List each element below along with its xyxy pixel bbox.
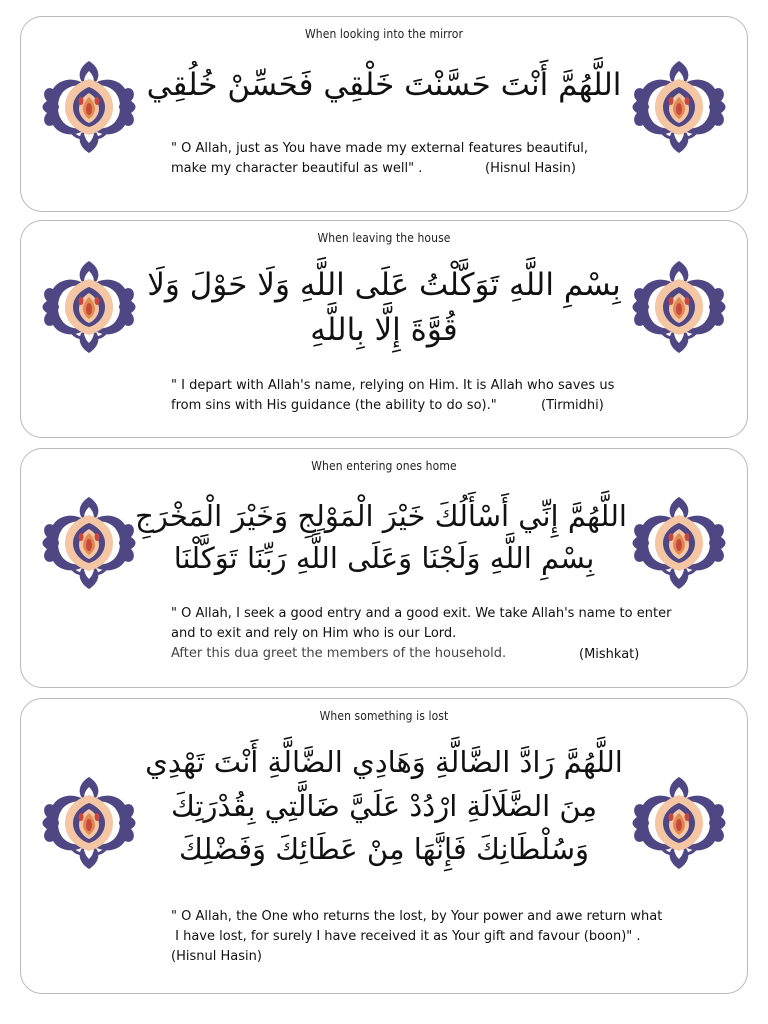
arabesque-ornament-icon (631, 57, 727, 153)
reference: (Mishkat) (579, 647, 640, 662)
arabesque-ornament-icon (41, 773, 137, 869)
translation-line: " O Allah, I seek a good entry and a good exit. We take Allah's name to enter (171, 606, 672, 621)
reference: (Hisnul Hasin) (485, 161, 576, 176)
translation-line: and to exit and rely on Him who is our Lord. (171, 626, 457, 641)
arabic-line: اللَّهُمَّ رَادَّ الضَّالَّةِ وَهَادِي الضَّالَّةِ أَنْتَ تَهْدِي (145, 745, 623, 779)
reference: (Hisnul Hasin) (171, 949, 262, 964)
arabic-line: مِنَ الضَّلَالَةِ ارْدُدْ عَلَيَّ ضَالَّتِي بِقُدْرَتِكَ (170, 788, 598, 823)
reference: (Tirmidhi) (541, 398, 604, 413)
arabesque-ornament-icon (631, 773, 727, 869)
arabic-line: قُوَّةَ إِلَّا بِاللَّهِ (310, 311, 458, 348)
arabic-line: اللَّهُمَّ إِنِّي أَسْأَلُكَ خَيْرَ الْمَوْلِجِ وَخَيْرَ الْمَخْرَجِ (135, 499, 627, 533)
arabic-dua (141, 263, 627, 353)
arabic-line: اللَّهُمَّ أَنْتَ حَسَّنْتَ خَلْقِي فَحَسِّنْ خُلُقِي (146, 67, 622, 103)
arabesque-ornament-icon (41, 493, 137, 589)
arabic-dua (141, 63, 627, 108)
card-title: When leaving the house (317, 231, 451, 245)
arabic-dua (141, 741, 627, 872)
arabic-line: وَسُلْطَانِكَ فَإِنَّهَا مِنْ عَطَائِكَ وَفَضْلِكَ (179, 832, 589, 866)
translation-line: " O Allah, the One who returns the lost, by Your power and awe return what (171, 909, 663, 924)
arabesque-ornament-icon (41, 57, 137, 153)
dua-card-something-lost (20, 698, 748, 994)
translation-line: " O Allah, just as You have made my external features beautiful, (171, 141, 589, 156)
arabesque-ornament-icon (631, 257, 727, 353)
translation-line: " I depart with Allah's name, relying on Him. It is Allah who saves us (171, 378, 615, 393)
greeting-note: After this dua greet the members of the household. (171, 646, 507, 661)
arabic-dua (135, 495, 627, 579)
translation-line: I have lost, for surely I have received it as Your gift and favour (boon)" . (171, 929, 641, 944)
dua-card-leaving-house (20, 220, 748, 438)
arabic-line: بِسْمِ اللَّهِ تَوَكَّلْتُ عَلَى اللَّهِ وَلَا حَوْلَ وَلَا (147, 267, 621, 303)
translation-line: make my character beautiful as well" . (171, 161, 423, 176)
translation (171, 907, 662, 967)
dua-card-entering-home (20, 448, 748, 688)
card-title: When something is lost (319, 709, 449, 723)
translation-line: from sins with His guidance (the ability to do so)." (171, 398, 497, 413)
arabesque-ornament-icon (631, 493, 727, 589)
dua-card-mirror (20, 16, 748, 212)
arabic-line: بِسْمِ اللَّهِ وَلَجْنَا وَعَلَى اللَّهِ رَبِّنَا تَوَكَّلْنَا (173, 541, 595, 576)
arabesque-ornament-icon (41, 257, 137, 353)
card-title: When looking into the mirror (304, 27, 464, 41)
card-title: When entering ones home (311, 459, 457, 473)
